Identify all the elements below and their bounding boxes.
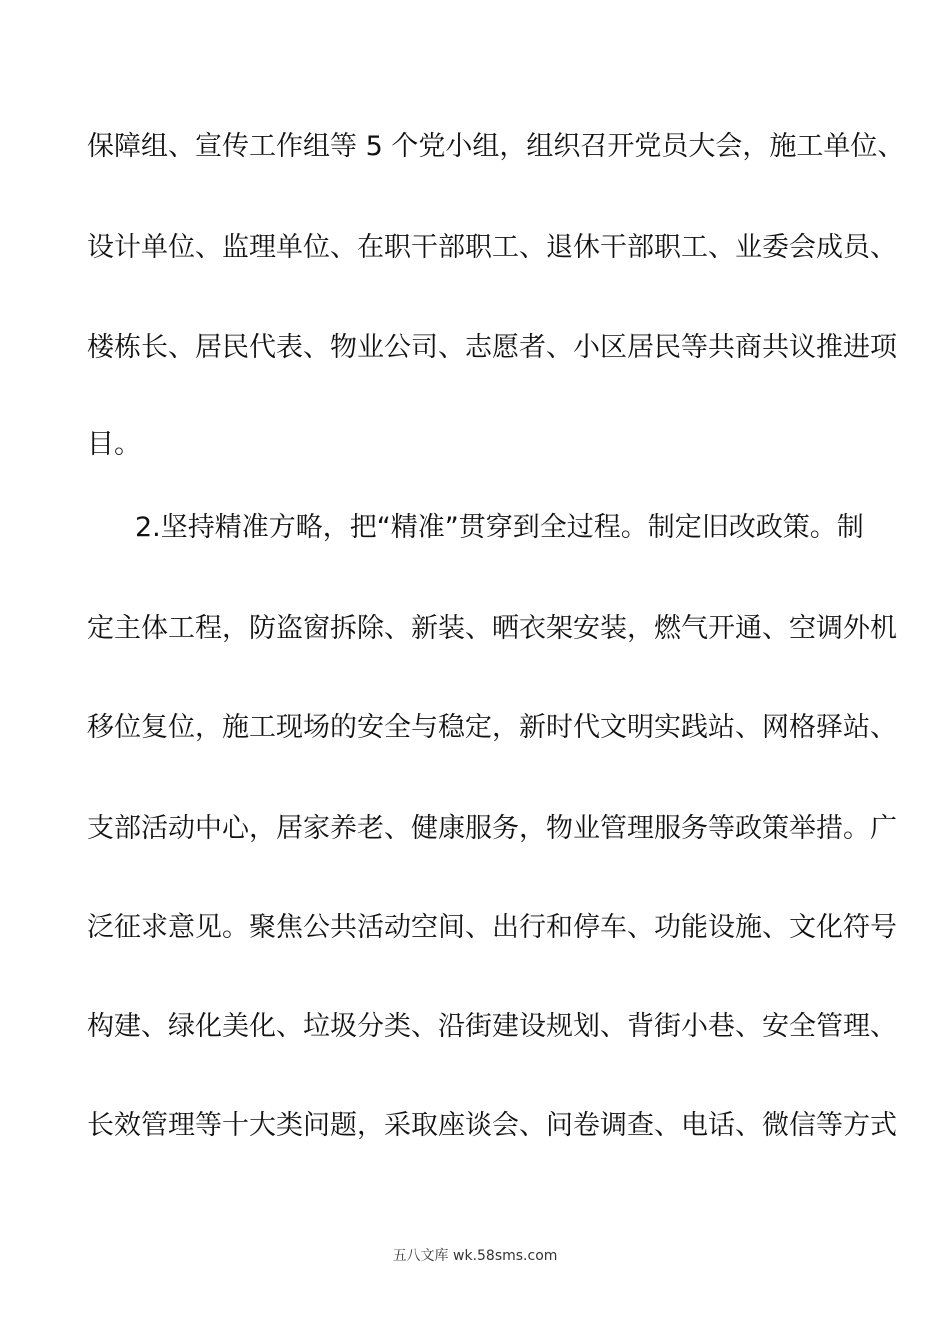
text-line: 长效管理等十大类问题，采取座谈会、问卷调查、电话、微信等方式 [87,1110,897,1141]
text-line: 泛征求意见。聚焦公共活动空间、出行和停车、功能设施、文化符号 [87,912,897,943]
footer-watermark: 五八文库 wk.58sms.com [392,1248,558,1264]
text-line: 支部活动中心，居家养老、健康服务，物业管理服务等政策举措。广 [87,813,897,844]
text-line: 移位复位，施工现场的安全与稳定，新时代文明实践站、网格驿站、 [87,712,897,743]
text-line: 定主体工程，防盗窗拆除、新装、晒衣架安装，燃气开通、空调外机 [87,613,897,644]
paragraph-first-line: 2.坚持精准方略，把“精准”贯穿到全过程。制定旧改政策。制 [135,512,864,543]
text-line: 设计单位、监理单位、在职干部职工、退休干部职工、业委会成员、 [87,232,897,263]
text-line: 构建、绿化美化、垃圾分类、沿街建设规划、背街小巷、安全管理、 [87,1011,897,1042]
text-line: 楼栋长、居民代表、物业公司、志愿者、小区居民等共商共议推进项 [87,332,897,363]
text-line: 保障组、宣传工作组等 5 个党小组，组织召开党员大会，施工单位、 [87,131,905,162]
text-line: 目。 [87,429,141,460]
